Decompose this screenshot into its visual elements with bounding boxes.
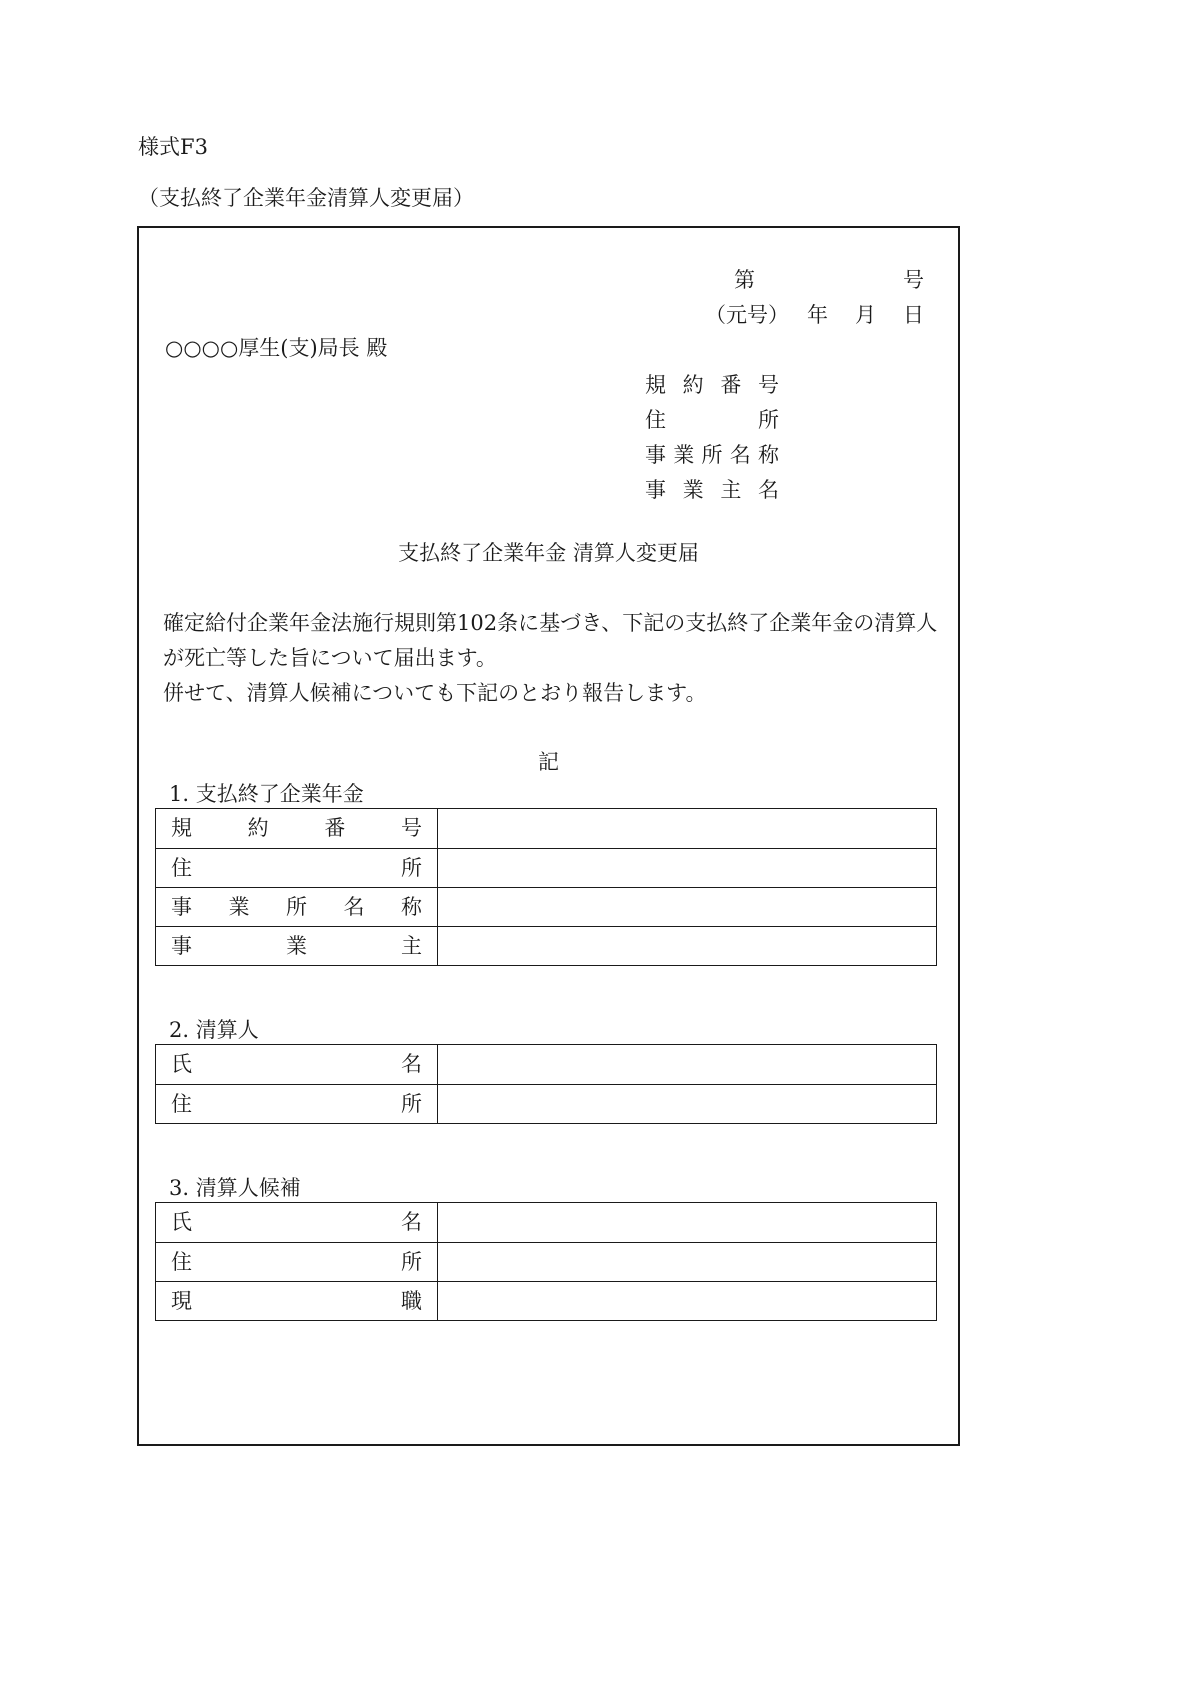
row-label-address: 住 所 xyxy=(156,1243,438,1281)
form-subtitle-label: （支払終了企業年金清算人変更届） xyxy=(138,186,474,210)
section-1-heading: 1. 支払終了企業年金 xyxy=(169,782,364,806)
table-row xyxy=(156,1045,936,1084)
row-value-cell xyxy=(438,1282,936,1320)
doc-number-prefix: 第 xyxy=(734,268,755,292)
row-value-cell xyxy=(438,1045,936,1084)
date-year-label: 年 xyxy=(807,303,828,327)
section-2-table xyxy=(155,1044,937,1124)
row-value-cell xyxy=(438,1085,936,1123)
sender-fields xyxy=(645,368,779,508)
date-era-label: （元号） xyxy=(705,303,789,327)
row-value-cell xyxy=(438,888,936,926)
doc-number-line xyxy=(734,264,924,294)
row-value-cell xyxy=(438,927,936,965)
table-row xyxy=(156,1281,936,1320)
date-month-label: 月 xyxy=(855,303,876,327)
date-day-label: 日 xyxy=(903,303,924,327)
table-row xyxy=(156,926,936,965)
table-row xyxy=(156,809,936,848)
body-paragraphs xyxy=(163,606,949,711)
row-label-address: 住 所 xyxy=(156,849,438,887)
form-code-label: 様式F3 xyxy=(138,135,208,159)
table-row xyxy=(156,1084,936,1123)
row-label-office-name: 事 業 所 名 称 xyxy=(156,888,438,926)
addressee: ○○○○厚生(支)局長 殿 xyxy=(165,336,388,360)
row-value-cell xyxy=(438,849,936,887)
table-row xyxy=(156,1203,936,1242)
section-1-table xyxy=(155,808,937,966)
section-2-heading: 2. 清算人 xyxy=(169,1018,259,1042)
row-label-current-position: 現 職 xyxy=(156,1282,438,1320)
paragraph-2: 併せて、清算人候補についても下記のとおり報告します。 xyxy=(163,681,707,705)
date-line xyxy=(705,299,924,329)
paragraph-1: 確定給付企業年金法施行規則第102条に基づき、下記の支払終了企業年金の清算人が死亡等した旨について届出ます。 xyxy=(163,611,938,670)
row-value-cell xyxy=(438,809,936,848)
doc-number-suffix: 号 xyxy=(903,268,924,292)
table-row xyxy=(156,1242,936,1281)
row-label-name: 氏 名 xyxy=(156,1203,438,1242)
sender-field-address: 住 所 xyxy=(645,408,779,432)
section-3-heading: 3. 清算人候補 xyxy=(169,1176,301,1200)
row-value-cell xyxy=(438,1203,936,1242)
row-label-name: 氏 名 xyxy=(156,1045,438,1084)
table-row xyxy=(156,887,936,926)
sender-field-employer-name: 事 業 主 名 xyxy=(645,478,779,502)
row-label-employer: 事 業 主 xyxy=(156,927,438,965)
row-value-cell xyxy=(438,1243,936,1281)
sender-field-contract-number: 規 約 番 号 xyxy=(645,373,779,397)
record-marker: 記 xyxy=(538,750,559,774)
form-border-box xyxy=(137,226,960,1446)
row-label-address: 住 所 xyxy=(156,1085,438,1123)
sender-field-office-name: 事 業 所 名 称 xyxy=(645,443,779,467)
row-label-contract-number: 規 約 番 号 xyxy=(156,809,438,848)
section-3-table xyxy=(155,1202,937,1321)
table-row xyxy=(156,848,936,887)
document-title: 支払終了企業年金 清算人変更届 xyxy=(398,541,699,565)
